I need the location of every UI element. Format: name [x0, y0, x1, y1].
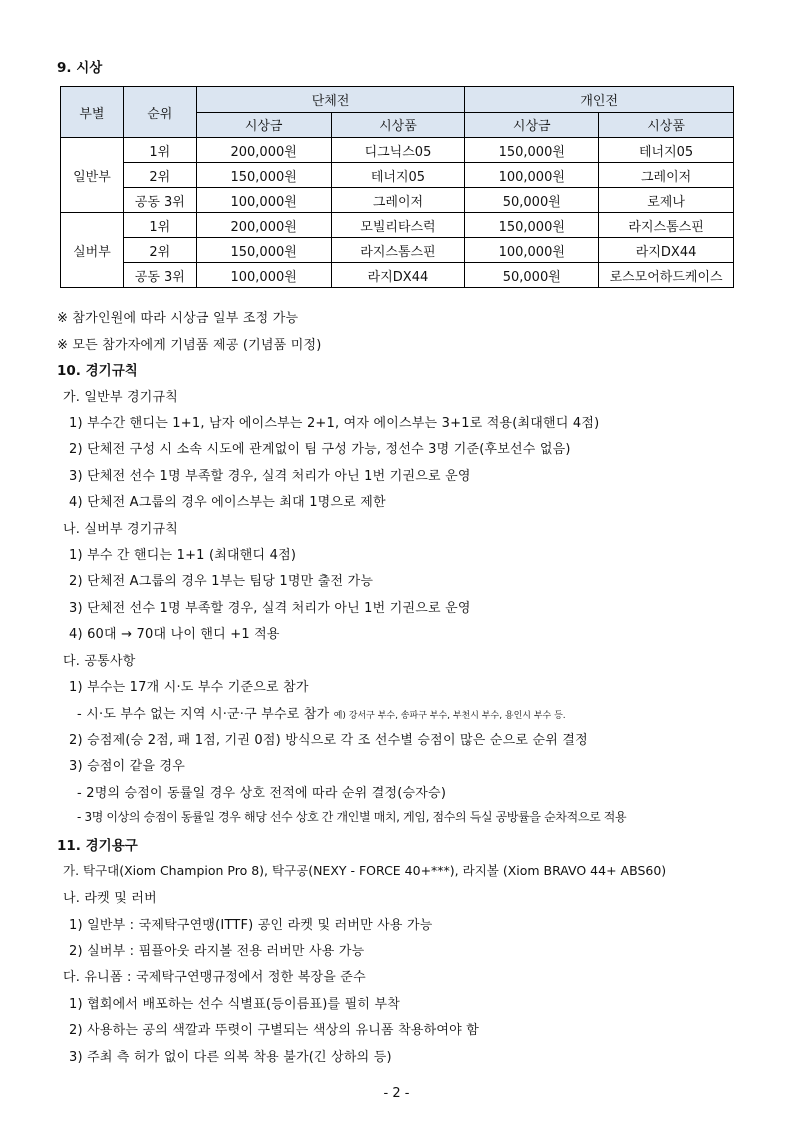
- page-number: - 2 -: [383, 1086, 410, 1101]
- rank-cell: 1위: [123, 138, 196, 163]
- common-rules-title: 다. 공통사항: [63, 654, 136, 669]
- indiv-goods-cell: 라지DX44: [599, 238, 734, 263]
- silver-rule-1: 1) 부수 간 핸디는 1+1 (최대핸디 4점): [69, 548, 297, 563]
- silver-rule-2: 2) 단체전 A그룹의 경우 1부는 팀당 1명만 출전 가능: [69, 574, 374, 589]
- rank-cell: 1위: [123, 213, 196, 238]
- header-individual: 개인전: [465, 87, 734, 113]
- rank-cell: 2위: [123, 163, 196, 188]
- header-team-goods: 시상품: [331, 112, 465, 138]
- common-rule-3-a: - 2명의 승점이 동률일 경우 상호 전적에 따라 순위 결정(승자승): [77, 786, 447, 801]
- indiv-money-cell: 100,000원: [465, 163, 599, 188]
- team-money-cell: 200,000원: [196, 213, 331, 238]
- team-money-cell: 150,000원: [196, 163, 331, 188]
- note-prize-adjust: ※ 참가인원에 따라 시상금 일부 조정 가능: [57, 311, 299, 326]
- rank-cell: 공동 3위: [123, 188, 196, 213]
- header-rank: 순위: [123, 87, 196, 138]
- indiv-goods-cell: 라지스톰스핀: [599, 213, 734, 238]
- silver-rules-title: 나. 실버부 경기규칙: [63, 522, 179, 537]
- team-goods-cell: 라지스톰스핀: [331, 238, 465, 263]
- general-rule-1: 1) 부수간 핸디는 1+1, 남자 에이스부는 2+1, 여자 에이스부는 3+1로 적용(최대핸디 4점): [69, 416, 600, 431]
- uniform-rule-2: 2) 사용하는 공의 색깔과 뚜렷이 구별되는 색상의 유니폼 착용하여야 함: [69, 1023, 479, 1038]
- uniform-title: 다. 유니폼 : 국제탁구연맹규정에서 정한 복장을 준수: [63, 970, 366, 985]
- table-row: [61, 213, 734, 238]
- silver-rule-3: 3) 단체전 선수 1명 부족할 경우, 실격 처리가 아닌 1번 기권으로 운영: [69, 601, 471, 616]
- section-9-title: 9. 시상: [57, 60, 103, 76]
- uniform-rule-1: 1) 협회에서 배포하는 선수 식별표(등이름표)를 필히 부착: [69, 997, 400, 1012]
- team-goods-cell: 라지DX44: [331, 263, 465, 288]
- indiv-goods-cell: 로스모어하드케이스: [599, 263, 734, 288]
- team-goods-cell: 테너지05: [331, 163, 465, 188]
- indiv-goods-cell: 테너지05: [599, 138, 734, 163]
- table-row: [61, 263, 734, 288]
- indiv-money-cell: 150,000원: [465, 138, 599, 163]
- team-money-cell: 100,000원: [196, 188, 331, 213]
- team-money-cell: 200,000원: [196, 138, 331, 163]
- header-division: 부별: [61, 87, 124, 138]
- team-money-cell: 100,000원: [196, 263, 331, 288]
- table-row: [61, 138, 734, 163]
- common-rule-3-b: - 3명 이상의 승점이 동률일 경우 해당 선수 상호 간 개인별 매치, 게임, 점수의 득실 공방률을 순차적으로 적용: [77, 810, 627, 824]
- division-cell: 실버부: [61, 213, 124, 288]
- indiv-money-cell: 50,000원: [465, 188, 599, 213]
- indiv-money-cell: 50,000원: [465, 263, 599, 288]
- header-team-money: 시상금: [196, 112, 331, 138]
- team-money-cell: 150,000원: [196, 238, 331, 263]
- header-team: 단체전: [196, 87, 465, 113]
- racket-rule-2: 2) 실버부 : 핌플아웃 라지볼 전용 러버만 사용 가능: [69, 944, 365, 959]
- header-indiv-money: 시상금: [465, 112, 599, 138]
- note-souvenir: ※ 모든 참가자에게 기념품 제공 (기념품 미정): [57, 338, 322, 353]
- general-rules-title: 가. 일반부 경기규칙: [63, 390, 179, 405]
- racket-rubber-title: 나. 라켓 및 러버: [63, 891, 157, 906]
- equipment-table-ball: 가. 탁구대(Xiom Champion Pro 8), 탁구공(NEXY - FORCE 40+***), 라지볼 (Xiom BRAVO 44+ ABS60): [63, 863, 667, 878]
- silver-rule-4: 4) 60대 → 70대 나이 핸디 +1 적용: [69, 627, 280, 642]
- rank-cell: 2위: [123, 238, 196, 263]
- general-rule-3: 3) 단체전 선수 1명 부족할 경우, 실격 처리가 아닌 1번 기권으로 운영: [69, 469, 471, 484]
- header-indiv-goods: 시상품: [599, 112, 734, 138]
- uniform-rule-3: 3) 주최 측 허가 없이 다른 의복 착용 불가(긴 상하의 등): [69, 1050, 392, 1065]
- general-rule-2: 2) 단체전 구성 시 소속 시도에 관계없이 팀 구성 가능, 정선수 3명 기준(후보선수 없음): [69, 442, 571, 457]
- team-goods-cell: 그레이저: [331, 188, 465, 213]
- common-rule-1-example: 예) 강서구 부수, 송파구 부수, 부천시 부수, 용인시 부수 등.: [333, 711, 566, 721]
- section-10-title: 10. 경기규칙: [57, 363, 138, 379]
- rank-cell: 공동 3위: [123, 263, 196, 288]
- team-goods-cell: 모빌리타스럭: [331, 213, 465, 238]
- indiv-goods-cell: 그레이저: [599, 163, 734, 188]
- common-rule-3: 3) 승점이 같을 경우: [69, 759, 186, 774]
- common-rule-1-sub-text: - 시·도 부수 없는 지역 시·군·구 부수로 참가: [77, 707, 330, 722]
- section-11-title: 11. 경기용구: [57, 838, 138, 854]
- prize-table: [60, 86, 734, 288]
- table-row: [61, 163, 734, 188]
- general-rule-4: 4) 단체전 A그룹의 경우 에이스부는 최대 1명으로 제한: [69, 495, 386, 510]
- table-row: [61, 238, 734, 263]
- racket-rule-1: 1) 일반부 : 국제탁구연맹(ITTF) 공인 라켓 및 러버만 사용 가능: [69, 918, 433, 933]
- common-rule-1-sub: [77, 703, 566, 722]
- indiv-goods-cell: 로제나: [599, 188, 734, 213]
- indiv-money-cell: 150,000원: [465, 213, 599, 238]
- common-rule-2: 2) 승점제(승 2점, 패 1점, 기권 0점) 방식으로 각 조 선수별 승점이 많은 순으로 순위 결정: [69, 733, 588, 748]
- team-goods-cell: 디그닉스05: [331, 138, 465, 163]
- table-row: [61, 188, 734, 213]
- common-rule-1: 1) 부수는 17개 시·도 부수 기준으로 참가: [69, 680, 309, 695]
- indiv-money-cell: 100,000원: [465, 238, 599, 263]
- table-header-row: [61, 87, 734, 113]
- division-cell: 일반부: [61, 138, 124, 213]
